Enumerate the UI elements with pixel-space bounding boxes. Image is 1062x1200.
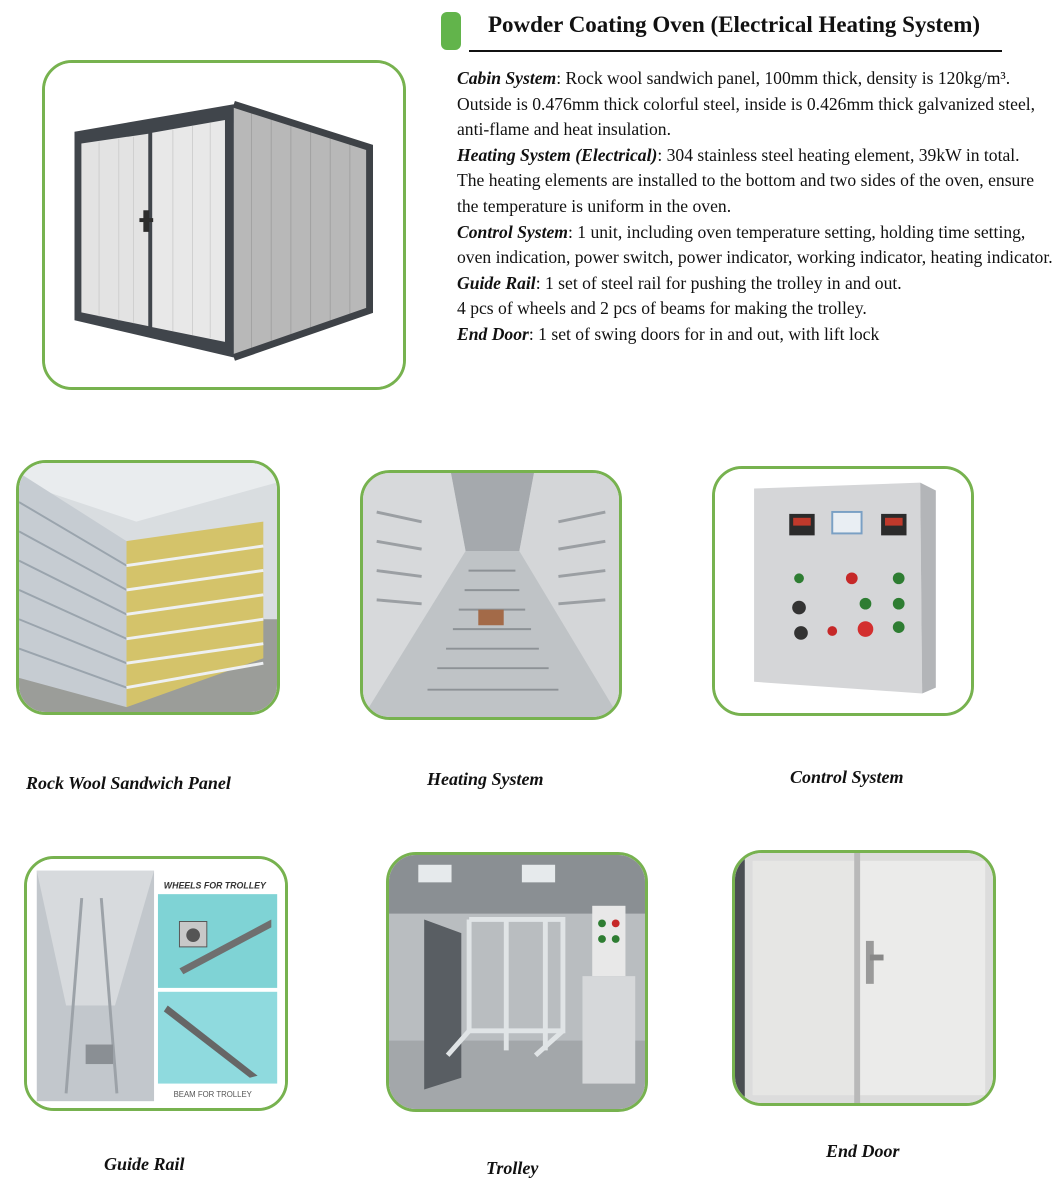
title-accent-tab [441, 12, 461, 50]
control-panel-illustration [715, 469, 971, 713]
spec-end-door: End Door: 1 set of swing doors for in and out, with lift lock [457, 323, 880, 344]
spec-guide-rail: Guide Rail: 1 set of steel rail for pushing the trolley in and out. [457, 272, 902, 293]
rock-wool-illustration [19, 463, 277, 712]
trolley-image [386, 852, 648, 1112]
title-underline [469, 50, 1002, 52]
spec-description [457, 66, 1057, 348]
heating-system-image [360, 470, 622, 720]
page-title: Powder Coating Oven (Electrical Heating System) [488, 12, 981, 37]
control-system-image [712, 466, 974, 716]
caption-control-system: Control System [790, 767, 904, 787]
spec-heating-note: The heating elements are installed to the bottom and two sides of the oven, ensure the temperature is uniform in the oven. [457, 170, 1035, 216]
caption-end-door: End Door [826, 1141, 900, 1161]
beam-label: BEAM FOR TROLLEY [173, 1090, 252, 1100]
heating-system-illustration [363, 473, 619, 717]
caption-heating-system: Heating System [427, 769, 544, 789]
spec-heating-system: Heating System (Electrical): 304 stainless steel heating element, 39kW in total. [457, 144, 1020, 165]
trolley-illustration [389, 855, 645, 1109]
spec-control-system: Control System: 1 unit, including oven temperature setting, holding time setting, oven indication, power switch, power indicator, working indicator, heating indicator. [457, 221, 1053, 268]
wheels-label: WHEELS FOR TROLLEY [163, 880, 266, 891]
caption-rock-wool: Rock Wool Sandwich Panel [26, 773, 231, 793]
oven-main-image [42, 60, 406, 390]
rock-wool-panel-image [16, 460, 280, 715]
spec-wheels-note: 4 pcs of wheels and 2 pcs of beams for making the trolley. [457, 298, 867, 319]
caption-guide-rail: Guide Rail [104, 1154, 185, 1174]
caption-trolley: Trolley [486, 1158, 539, 1178]
end-door-illustration [735, 853, 993, 1103]
end-door-image [732, 850, 996, 1106]
spec-cabin-system: Cabin System: Rock wool sandwich panel, 100mm thick, density is 120kg/m³. Outside is 0.476mm thick colorful steel, inside is 0.426mm thick galvanized steel, anti-flame and heat insulation. [457, 68, 1036, 140]
oven-illustration [45, 63, 403, 387]
guide-rail-illustration [27, 859, 285, 1108]
guide-rail-image [24, 856, 288, 1111]
